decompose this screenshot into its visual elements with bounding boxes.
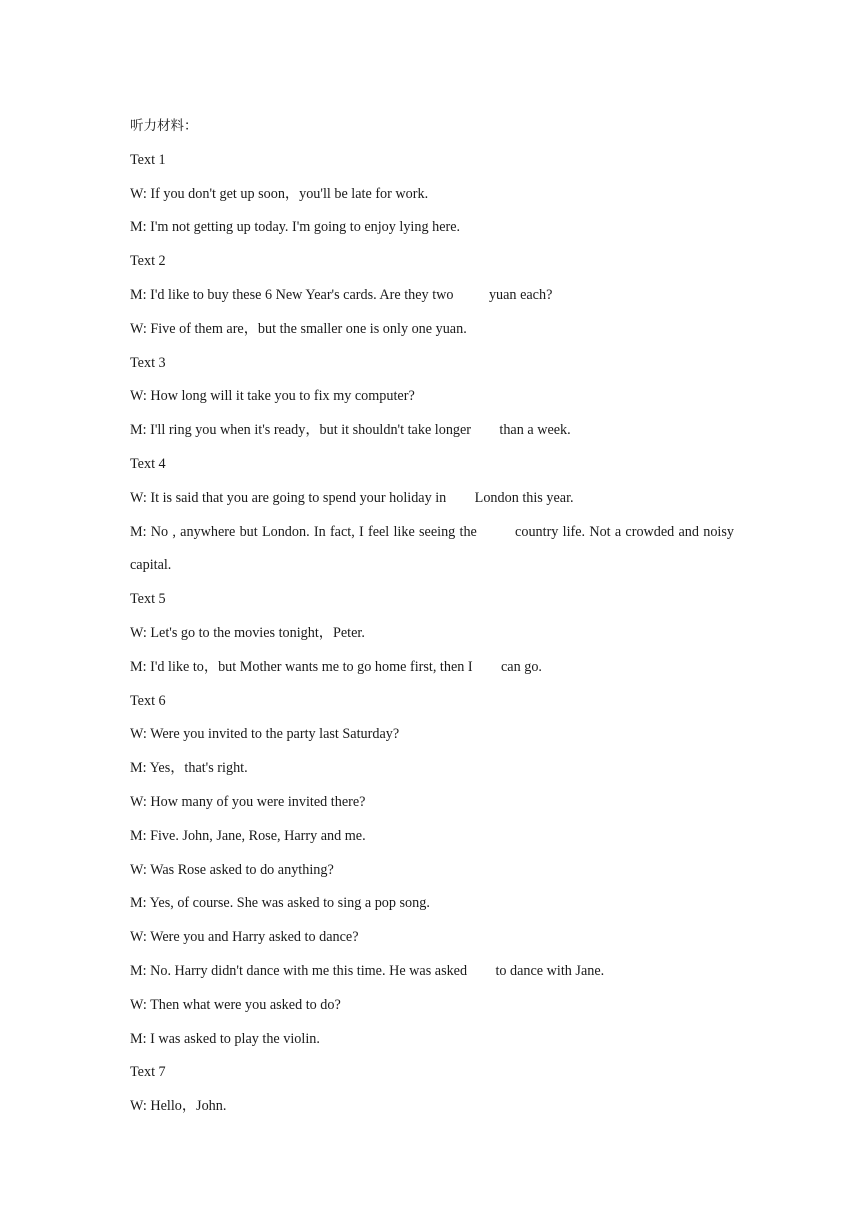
section-title-text-7: Text 7 (130, 1064, 166, 1081)
dialogue-line: W: It is said that you are going to spend your holiday in London this year. (130, 489, 574, 506)
dialogue-line: M: Yes, of course. She was asked to sing a pop song. (130, 895, 430, 912)
dialogue-line: W: How many of you were invited there? (130, 793, 366, 810)
dialogue-line: W: Were you and Harry asked to dance? (130, 929, 359, 946)
dialogue-line: W: Let's go to the movies tonight，Peter. (130, 624, 365, 641)
dialogue-line: M: I'd like to buy these 6 New Year's cards. Are they two yuan each? (130, 286, 553, 303)
dialogue-line: M: I'll ring you when it's ready，but it shouldn't take longer than a week. (130, 422, 571, 439)
dialogue-line: W: Five of them are，but the smaller one is only one yuan. (130, 320, 467, 337)
dialogue-line: W: Was Rose asked to do anything? (130, 861, 334, 878)
dialogue-line: W: How long will it take you to fix my computer? (130, 388, 415, 405)
dialogue-line: M: No , anywhere but London. In fact, I feel like seeing the country life. Not a crowded and noisy capital. (130, 523, 738, 574)
dialogue-line: M: Five. John, Jane, Rose, Harry and me. (130, 827, 366, 844)
dialogue-line: M: Yes，that's right. (130, 760, 248, 777)
dialogue-line: W: If you don't get up soon，you'll be late for work. (130, 185, 429, 202)
section-title-text-1: Text 1 (130, 151, 166, 168)
transcript-heading: 听力材料： (130, 118, 198, 134)
dialogue-line: W: Then what were you asked to do? (130, 996, 341, 1013)
section-title-text-3: Text 3 (130, 354, 166, 371)
dialogue-line: M: I'd like to，but Mother wants me to go home first, then I can go. (130, 658, 542, 675)
section-title-text-5: Text 5 (130, 591, 166, 608)
dialogue-line: M: I'm not getting up today. I'm going to enjoy lying here. (130, 219, 461, 236)
listening-transcript (130, 110, 738, 1124)
dialogue-line: W: Were you invited to the party last Saturday? (130, 726, 400, 743)
dialogue-line: M: No. Harry didn't dance with me this time. He was asked to dance with Jane. (130, 962, 605, 979)
section-title-text-4: Text 4 (130, 455, 166, 472)
dialogue-line: W: Hello，John. (130, 1098, 227, 1115)
dialogue-line: M: I was asked to play the violin. (130, 1030, 320, 1047)
section-title-text-2: Text 2 (130, 253, 166, 270)
section-title-text-6: Text 6 (130, 692, 166, 709)
